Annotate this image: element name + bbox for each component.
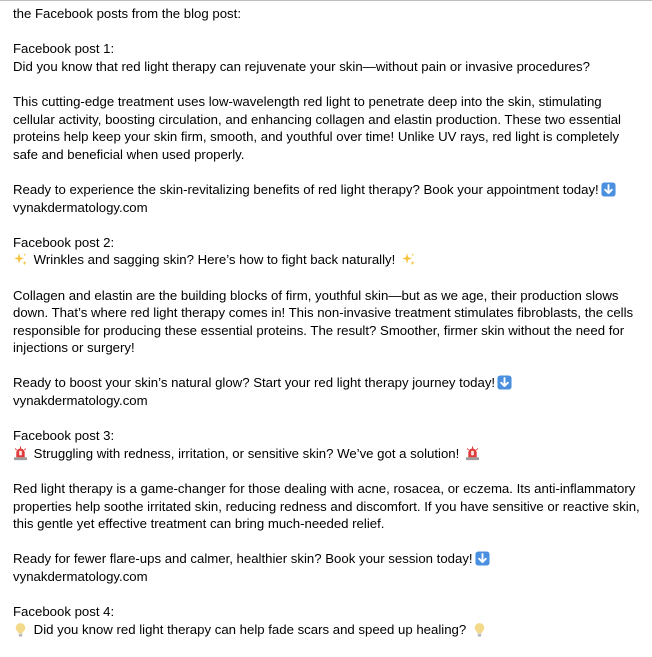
sparkles-icon <box>13 252 28 267</box>
top-divider <box>0 0 652 1</box>
hook-line <box>13 445 643 463</box>
facebook-post-2-cta <box>13 374 643 409</box>
website-link[interactable]: vynakdermatology.com <box>13 199 148 215</box>
down-arrow-button-icon <box>497 375 512 390</box>
post-heading: Facebook post 2: <box>13 234 115 250</box>
police-light-icon <box>465 446 480 461</box>
website-link[interactable]: vynakdermatology.com <box>13 393 148 409</box>
post-hook: Did you know that red light therapy can rejuvenate your skin—without pain or invasive procedures? <box>13 58 590 74</box>
post-heading: Facebook post 1: <box>13 41 115 57</box>
post-cta: Ready for fewer flare-ups and calmer, healthier skin? Book your session today! <box>13 551 473 567</box>
document-body <box>13 5 643 638</box>
light-bulb-icon <box>13 622 28 637</box>
facebook-post-3-header <box>13 427 643 462</box>
cta-line <box>13 181 643 199</box>
police-light-icon <box>13 446 28 461</box>
post-body: Red light therapy is a game-changer for those dealing with acne, rosacea, or eczema. Its anti-inflammatory properties help soothe irritated skin, reducing redness and discomfort. If you have sensitive or reactive skin, this gentle yet effective treatment can bring much-needed relief. <box>13 481 640 532</box>
post-heading: Facebook post 3: <box>13 428 115 444</box>
down-arrow-button-icon <box>601 182 616 197</box>
intro-text: the Facebook posts from the blog post: <box>13 6 241 21</box>
post-hook: Struggling with redness, irritation, or sensitive skin? We’ve got a solution! <box>33 445 460 461</box>
sparkles-icon <box>401 252 416 267</box>
facebook-post-3-cta <box>13 550 643 585</box>
post-hook: Did you know red light therapy can help fade scars and speed up healing? <box>33 621 467 637</box>
down-arrow-button-icon <box>475 551 490 566</box>
post-hook: Wrinkles and sagging skin? Here’s how to fight back naturally! <box>33 252 396 268</box>
cta-line <box>13 550 643 568</box>
light-bulb-icon <box>472 622 487 637</box>
facebook-post-4-header <box>13 603 643 638</box>
facebook-post-1-header <box>13 40 643 75</box>
post-cta: Ready to boost your skin’s natural glow? Start your red light therapy journey today! <box>13 375 496 391</box>
website-link[interactable]: vynakdermatology.com <box>13 569 148 584</box>
hook-line <box>13 251 643 269</box>
cta-line <box>13 374 643 392</box>
post-body: This cutting-edge treatment uses low-wavelength red light to penetrate deep into the skin, stimulating cellular activity, boosting circulation, and enhancing collagen and elastin production. These two essential proteins help keep your skin firm, smooth, and youthful over time! Unlike UV rays, red light is completely safe and beneficial when used properly. <box>13 93 621 162</box>
post-heading: Facebook post 4: <box>13 604 115 620</box>
hook-line <box>13 621 643 639</box>
facebook-post-2-header <box>13 234 643 269</box>
post-body: Collagen and elastin are the building blocks of firm, youthful skin—but as we age, their production slows down. That’s where red light therapy comes in! This non-invasive treatment stimulates fibroblasts, the cells responsible for producing these essential proteins. The result? Smoother, firmer skin without the need for injections or surgery! <box>13 287 634 356</box>
facebook-post-1-cta <box>13 181 643 216</box>
post-cta: Ready to experience the skin-revitalizing benefits of red light therapy? Book your appointment today! <box>13 181 599 197</box>
